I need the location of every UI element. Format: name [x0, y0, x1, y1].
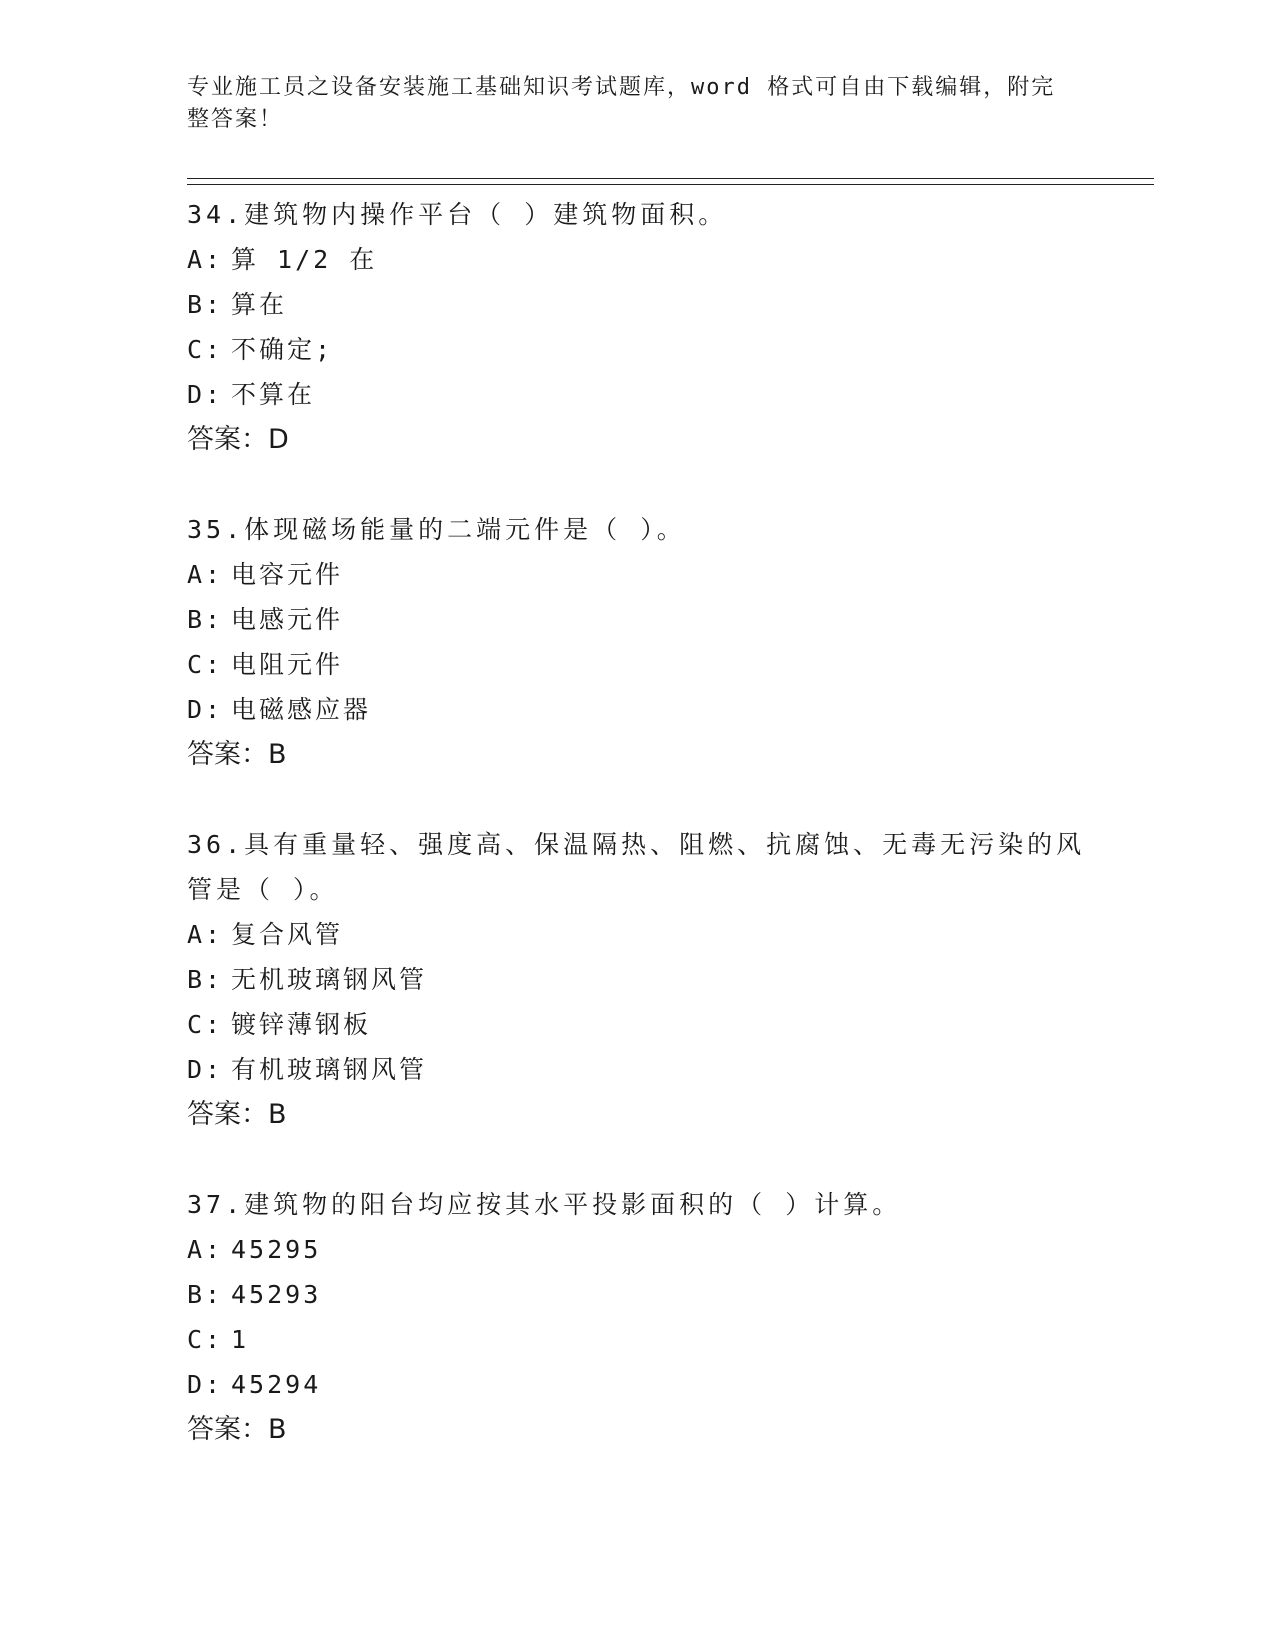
option-text: 电阻元件 — [231, 650, 344, 679]
option-d — [187, 1362, 1087, 1407]
option-letter: D: — [187, 1370, 224, 1399]
option-letter: C: — [187, 1010, 224, 1039]
option-text: 电容元件 — [231, 560, 344, 589]
question-stem: 36.具有重量轻、强度高、保温隔热、阻燃、抗腐蚀、无毒无污染的风管是（ ）。 — [187, 830, 1086, 904]
option-letter: D: — [187, 1055, 224, 1084]
option-text: 45295 — [231, 1235, 322, 1264]
question-list — [187, 192, 1087, 1497]
document-intro: 专业施工员之设备安装施工基础知识考试题库，word 格式可自由下载编辑，附完整答案！ — [187, 75, 1056, 132]
question-36 — [187, 822, 1087, 1137]
option-c — [187, 1317, 1087, 1362]
option-letter: D: — [187, 380, 224, 409]
option-letter: C: — [187, 335, 224, 364]
option-letter: A: — [187, 920, 224, 949]
option-text: 不确定; — [231, 335, 334, 364]
option-letter: B: — [187, 965, 224, 994]
question-stem: 37.建筑物的阳台均应按其水平投影面积的（ ）计算。 — [187, 1190, 902, 1219]
option-a — [187, 237, 1087, 282]
option-text: 电感元件 — [231, 605, 344, 634]
option-text: 电磁感应器 — [231, 695, 372, 724]
option-text: 1 — [231, 1325, 250, 1354]
option-text: 镀锌薄钢板 — [231, 1010, 372, 1039]
question-34 — [187, 192, 1087, 462]
answer-line: 答案：D — [187, 424, 289, 455]
answer-line: 答案：B — [187, 1099, 287, 1130]
header-divider — [187, 178, 1154, 185]
option-text: 45293 — [231, 1280, 322, 1309]
option-text: 45294 — [231, 1370, 322, 1399]
option-c — [187, 327, 1087, 372]
option-text: 复合风管 — [231, 920, 344, 949]
option-letter: D: — [187, 695, 224, 724]
option-b — [187, 597, 1087, 642]
option-text: 算 1/2 在 — [231, 245, 378, 274]
option-letter: B: — [187, 290, 224, 319]
option-letter: B: — [187, 1280, 224, 1309]
option-b — [187, 1272, 1087, 1317]
option-a — [187, 552, 1087, 597]
option-letter: A: — [187, 1235, 224, 1264]
question-stem: 34.建筑物内操作平台（ ）建筑物面积。 — [187, 200, 728, 229]
answer-line: 答案：B — [187, 1414, 287, 1445]
option-a — [187, 912, 1087, 957]
option-letter: B: — [187, 605, 224, 634]
question-35 — [187, 507, 1087, 777]
option-d — [187, 687, 1087, 732]
option-c — [187, 1002, 1087, 1047]
answer-line: 答案：B — [187, 739, 287, 770]
option-d — [187, 372, 1087, 417]
option-letter: C: — [187, 650, 224, 679]
option-d — [187, 1047, 1087, 1092]
option-letter: A: — [187, 245, 224, 274]
option-text: 有机玻璃钢风管 — [231, 1055, 428, 1084]
option-letter: C: — [187, 1325, 224, 1354]
option-c — [187, 642, 1087, 687]
option-b — [187, 282, 1087, 327]
option-b — [187, 957, 1087, 1002]
question-stem: 35.体现磁场能量的二端元件是（ ）。 — [187, 515, 686, 544]
option-letter: A: — [187, 560, 224, 589]
option-text: 算在 — [231, 290, 288, 319]
option-text: 不算在 — [231, 380, 316, 409]
option-a — [187, 1227, 1087, 1272]
option-text: 无机玻璃钢风管 — [231, 965, 428, 994]
question-37 — [187, 1182, 1087, 1452]
